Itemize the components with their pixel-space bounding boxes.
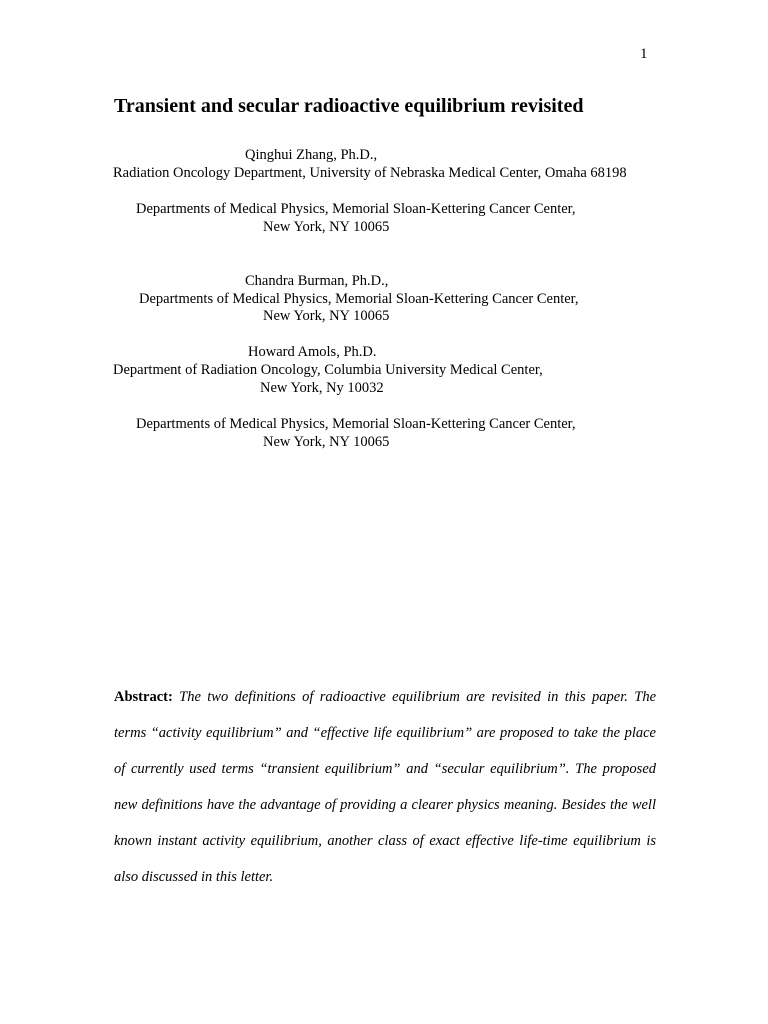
- author-affiliation: New York, NY 10065: [263, 434, 390, 450]
- author-affiliation: Department of Radiation Oncology, Columbia University Medical Center,: [113, 362, 543, 378]
- abstract: [114, 679, 656, 895]
- abstract-text: The two definitions of radioactive equilibrium are revisited in this paper. The terms “activity equilibrium” and “effective life equilibrium” are proposed to take the place of currently used terms “transient equilibrium” and “secular equilibrium”. The proposed new definitions have the advantage of providing a clearer physics meaning. Besides the well known instant activity equilibrium, another class of exact effective life-time equilibrium is also discussed in this letter.: [114, 689, 657, 885]
- author-name: Qinghui Zhang, Ph.D.,: [245, 147, 378, 163]
- abstract-label: Abstract:: [114, 689, 173, 705]
- author-affiliation: New York, NY 10065: [263, 308, 390, 324]
- author-affiliation: New York, NY 10065: [263, 219, 390, 235]
- author-name: Howard Amols, Ph.D.: [248, 344, 377, 360]
- author-affiliation: New York, Ny 10032: [260, 380, 384, 396]
- author-affiliation: Departments of Medical Physics, Memorial Sloan-Kettering Cancer Center,: [136, 416, 576, 432]
- page-number: 1: [640, 46, 648, 62]
- paper-title: Transient and secular radioactive equilibrium revisited: [114, 95, 584, 117]
- author-affiliation: Departments of Medical Physics, Memorial Sloan-Kettering Cancer Center,: [136, 201, 576, 217]
- author-affiliation: Radiation Oncology Department, University of Nebraska Medical Center, Omaha 68198: [113, 165, 627, 181]
- author-name: Chandra Burman, Ph.D.,: [245, 273, 389, 289]
- author-affiliation: Departments of Medical Physics, Memorial Sloan-Kettering Cancer Center,: [139, 291, 579, 307]
